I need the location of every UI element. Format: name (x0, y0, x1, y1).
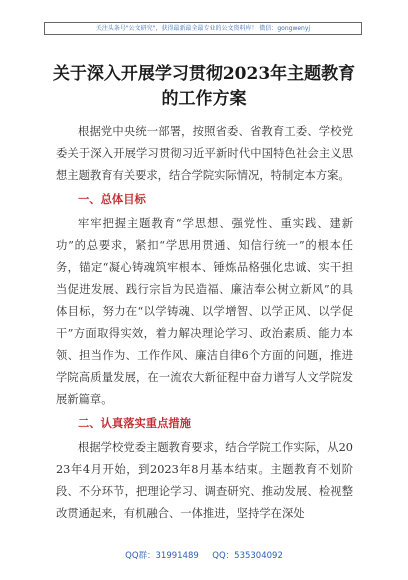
section-1-heading: 一、总体目标 (78, 193, 146, 206)
document-body (56, 121, 353, 527)
section-2-heading: 二、认真落实重点措施 (78, 417, 191, 430)
top-banner: 关注头条号"公文研究"，获得最新最全最专业的公文资料库！ 微信：gongwenyj (44, 22, 362, 35)
section-2-paragraph: 根据学校党委主题教育要求，结合学院工作实际，从2023年4月开始，到2023年8月基本结束。主题教育不划阶段、不分环节，把理论学习、调查研究、推动发展、检视整改贯通起来，有机融合、一体推进，坚持学在深处 (56, 441, 353, 520)
section-1-paragraph: 牢牢把握主题教育“学思想、强党性、重实践、建新功”的总要求，紧扣“学思用贯通、知信行统一”的根本任务，锚定“凝心铸魂筑牢根本、锤炼品格强化忠诚、实干担当促进发展、践行宗旨为民造福、廉洁奉公树立新风”的具体目标，努力在“以学铸魂、以学增智、以学正风、以学促干”方面取得实效，着力解决理论学习、政治素质、能力本领、担当作为、工作作风、廉洁自律6个方面的问题，推进学院高质量发展，在一流农大新征程中奋力谱写人文学院发展新篇章。 (56, 217, 353, 406)
footer-contact: QQ群：31991489 QQ：535304092 (125, 551, 283, 561)
title-line-1: 关于深入开展学习贯彻2023年主题教育 (52, 64, 356, 84)
title-line-2: 的工作方案 (161, 89, 247, 109)
document-title (28, 62, 380, 112)
intro-paragraph: 根据党中央统一部署，按照省委、省教育工委、学校党委关于深入开展学习贯彻习近平新时代中国特色社会主义思想主题教育有关要求，结合学院实际情况，特制定本方案。 (56, 125, 353, 182)
